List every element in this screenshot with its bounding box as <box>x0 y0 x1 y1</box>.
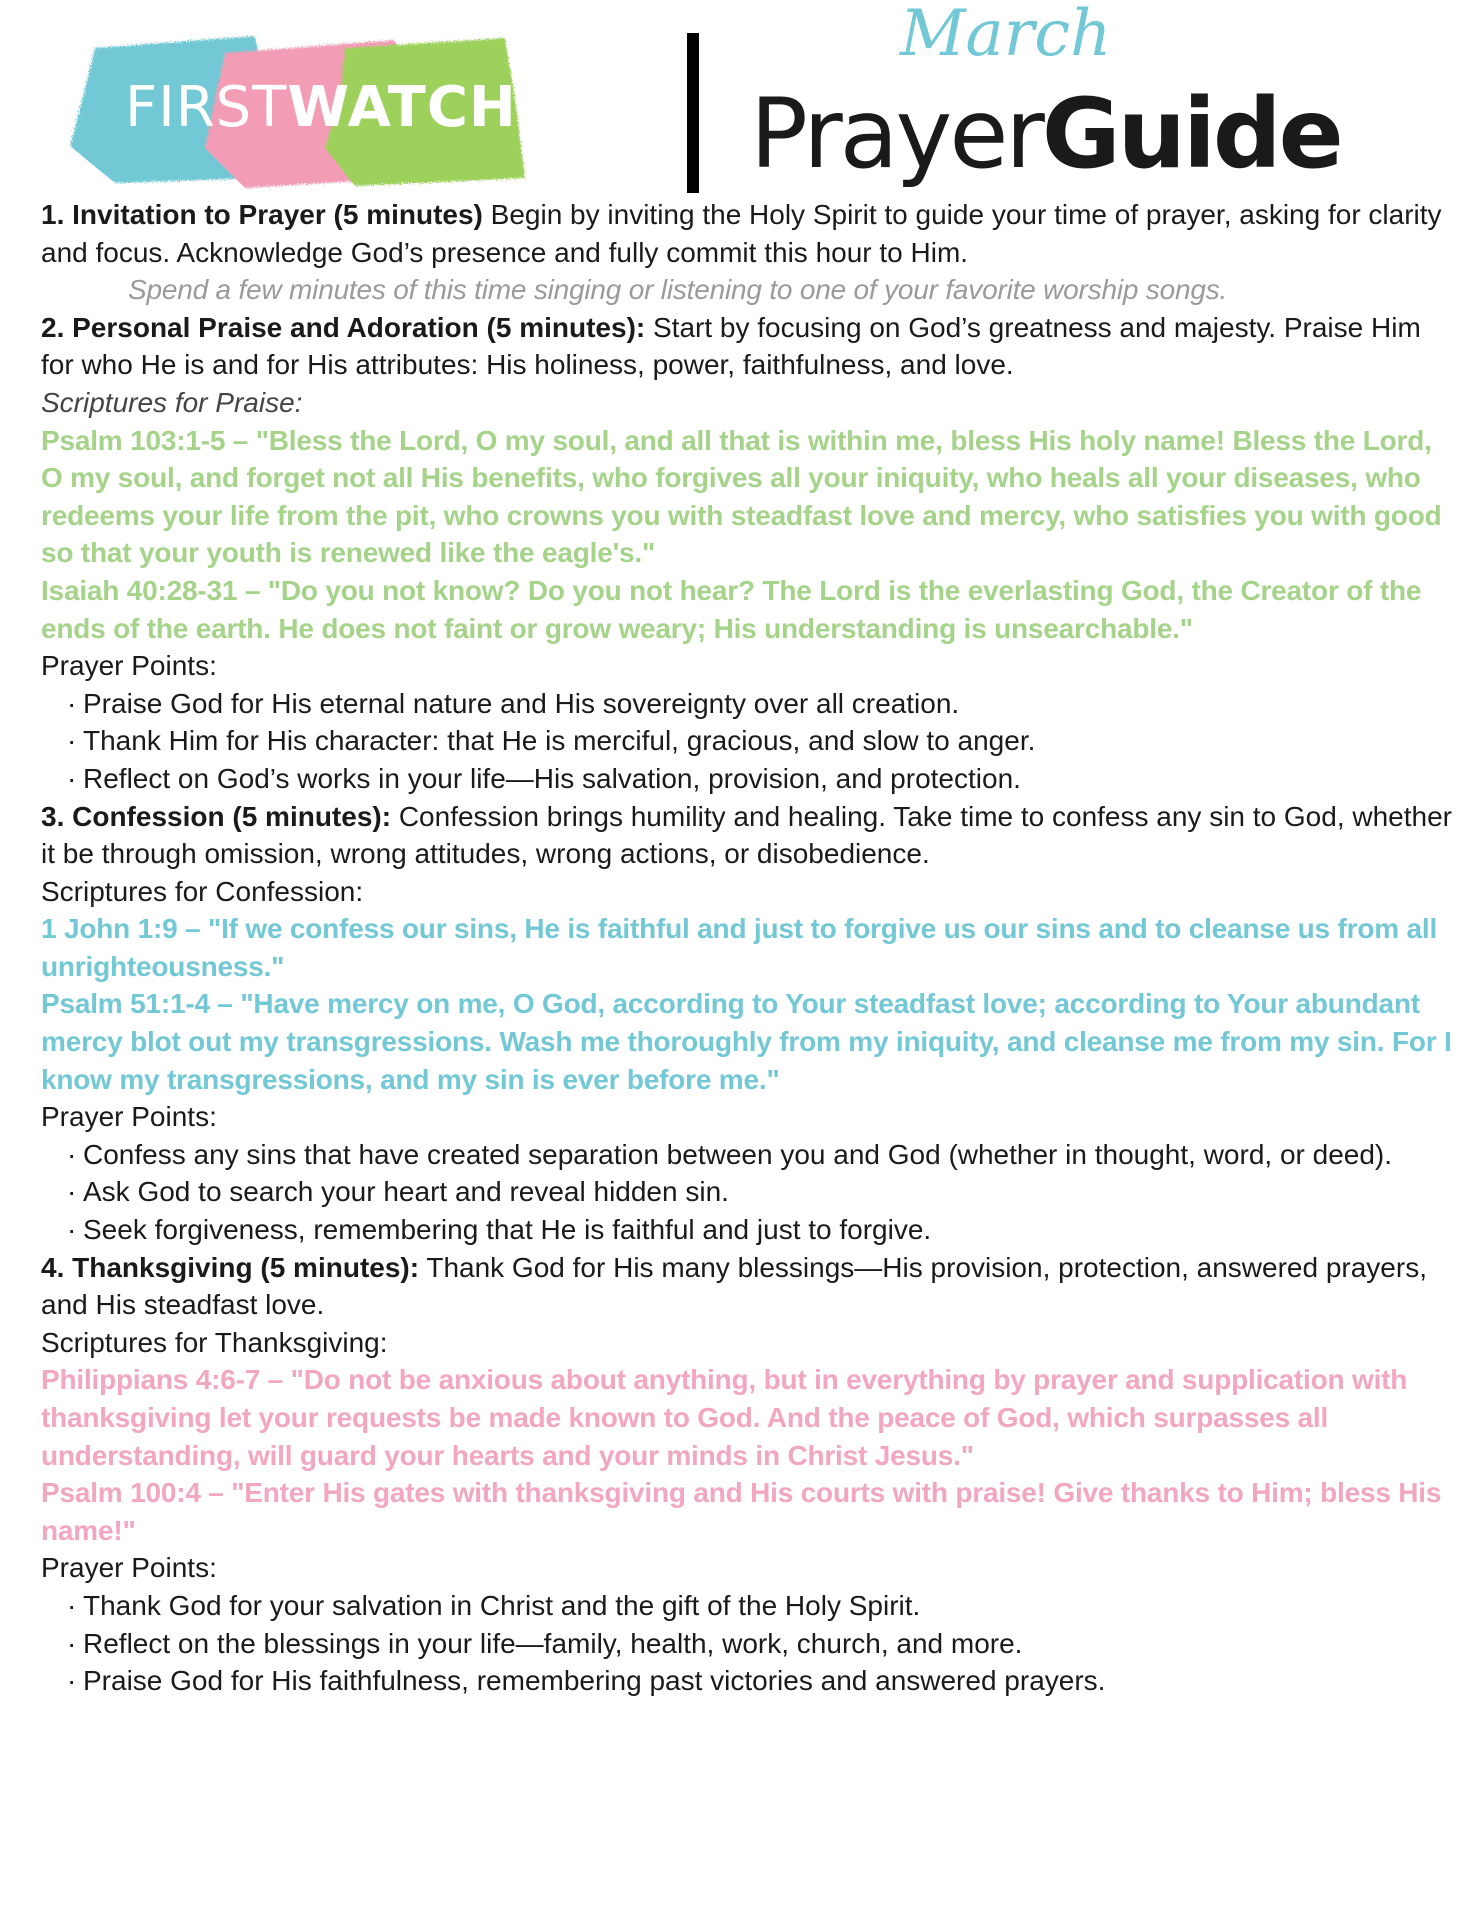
bullet-icon: · <box>67 1665 77 1697</box>
firstwatch-logo <box>55 28 645 193</box>
prayer-points-label: Prayer Points: <box>41 650 217 682</box>
section-text: Thank God for His many blessings—His provision, protection, answered prayers, and His steadfast love. <box>41 1251 1427 1321</box>
section-heading: 2. Personal Praise and Adoration (5 minutes): <box>41 311 646 343</box>
bullet-icon: · <box>67 1627 77 1659</box>
prayer-point-text: Reflect on God’s works in your life—His salvation, provision, and protection. <box>83 762 1021 794</box>
worship-note: Spend a few minutes of this time singing or listening to one of your favorite worship songs. <box>128 274 1228 306</box>
header-divider <box>687 33 699 193</box>
bullet-icon: · <box>67 1589 77 1621</box>
prayer-point <box>41 1173 1456 1211</box>
scripture-verse: Isaiah 40:28-31 – "Do you not know? Do you not hear? The Lord is the everlasting God, the Creator of the ends of the earth. He does not faint or grow weary; His understanding is unsearchable." <box>41 574 1422 644</box>
prayer-point <box>41 1136 1456 1174</box>
section-confession <box>41 798 1456 873</box>
section-heading: 4. Thanksgiving (5 minutes): <box>41 1251 420 1283</box>
prayer-point-text: Ask God to search your heart and reveal hidden sin. <box>83 1176 729 1208</box>
section-heading: 1. Invitation to Prayer (5 minutes) <box>41 199 483 230</box>
scripture-verse: Psalm 103:1-5 – "Bless the Lord, O my soul, and all that is within me, bless His holy name! Bless the Lord, O my soul, and forget not all His benefits, who forgives all your iniquity, who heals all your diseases, who redeems your life from the pit, who crowns you with steadfast love and mercy, who satisfies you with good so that your youth is renewed like the eagle's." <box>41 424 1442 569</box>
section-text: Confession brings humility and healing. Take time to confess any sin to God, whether it be through omission, wrong attitudes, wrong actions, or disobedience. <box>41 800 1452 870</box>
bullet-icon: · <box>67 687 77 719</box>
scriptures-label: Scriptures for Thanksgiving: <box>41 1326 388 1358</box>
title-guide: Guide <box>1041 78 1341 190</box>
section-text: Begin by inviting the Holy Spirit to guide your time of prayer, asking for clarity and focus. Acknowledge God’s presence and fully commit this hour to Him. <box>41 199 1442 268</box>
prayer-guide-content <box>41 196 1456 1700</box>
page-title <box>750 78 1341 190</box>
bullet-icon: · <box>67 1138 77 1170</box>
prayer-point <box>41 1662 1456 1700</box>
prayer-point <box>41 685 1456 723</box>
prayer-point-text: Thank God for your salvation in Christ and the gift of the Holy Spirit. <box>83 1589 921 1621</box>
scripture-verse: 1 John 1:9 – "If we confess our sins, He is faithful and just to forgive us our sins and to cleanse us from all unrighteousness." <box>41 913 1438 982</box>
scripture-verse: Psalm 100:4 – "Enter His gates with thanksgiving and His courts with praise! Give thanks to Him; bless His name!" <box>41 1477 1442 1546</box>
scripture-verse: Philippians 4:6-7 – "Do not be anxious about anything, but in everything by prayer and supplication with thanksgiving let your requests be made known to God. And the peace of God, which surpasses all understanding, will guard your hearts and your minds in Christ Jesus." <box>41 1364 1408 1471</box>
prayer-point-text: Reflect on the blessings in your life—family, health, work, church, and more. <box>83 1627 1023 1659</box>
bullet-icon: · <box>67 762 77 794</box>
section-heading: 3. Confession (5 minutes): <box>41 800 392 832</box>
bullet-icon: · <box>67 1176 77 1208</box>
bullet-icon: · <box>67 725 77 757</box>
logo-text-first: FIRST <box>125 75 288 140</box>
prayer-points-label: Prayer Points: <box>41 1552 217 1584</box>
prayer-points-label: Prayer Points: <box>41 1101 217 1133</box>
bullet-icon: · <box>67 1214 77 1246</box>
scriptures-label: Scriptures for Praise: <box>41 386 303 418</box>
scriptures-label: Scriptures for Confession: <box>41 875 364 907</box>
prayer-point <box>41 1625 1456 1663</box>
prayer-point-text: Praise God for His eternal nature and His sovereignty over all creation. <box>83 687 960 719</box>
section-invitation <box>41 196 1456 271</box>
header <box>0 0 1484 200</box>
prayer-point <box>41 1587 1456 1625</box>
logo-text <box>125 75 517 140</box>
prayer-point-text: Thank Him for His character: that He is merciful, gracious, and slow to anger. <box>83 725 1036 757</box>
section-text: Start by focusing on God’s greatness and majesty. Praise Him for who He is and for His attributes: His holiness, power, faithfulness, and love. <box>41 311 1421 381</box>
prayer-point <box>41 722 1456 760</box>
prayer-point <box>41 1211 1456 1249</box>
prayer-point <box>41 760 1456 798</box>
prayer-point-text: Seek forgiveness, remembering that He is faithful and just to forgive. <box>83 1214 932 1246</box>
logo-text-watch: WATCH <box>287 75 517 140</box>
prayer-point-text: Praise God for His faithfulness, remembering past victories and answered prayers. <box>83 1665 1106 1697</box>
title-prayer: Prayer <box>750 78 1042 190</box>
section-thanksgiving <box>41 1249 1456 1324</box>
section-praise <box>41 309 1456 384</box>
scripture-verse: Psalm 51:1-4 – "Have mercy on me, O God, according to Your steadfast love; according to Your abundant mercy blot out my transgressions. Wash me thoroughly from my iniquity, and cleanse me from my sin. For I know my transgressions, and my sin is ever before me." <box>41 988 1452 1095</box>
month-script: March <box>900 0 1112 71</box>
prayer-point-text: Confess any sins that have created separation between you and God (whether in thought, word, or deed). <box>83 1138 1393 1170</box>
